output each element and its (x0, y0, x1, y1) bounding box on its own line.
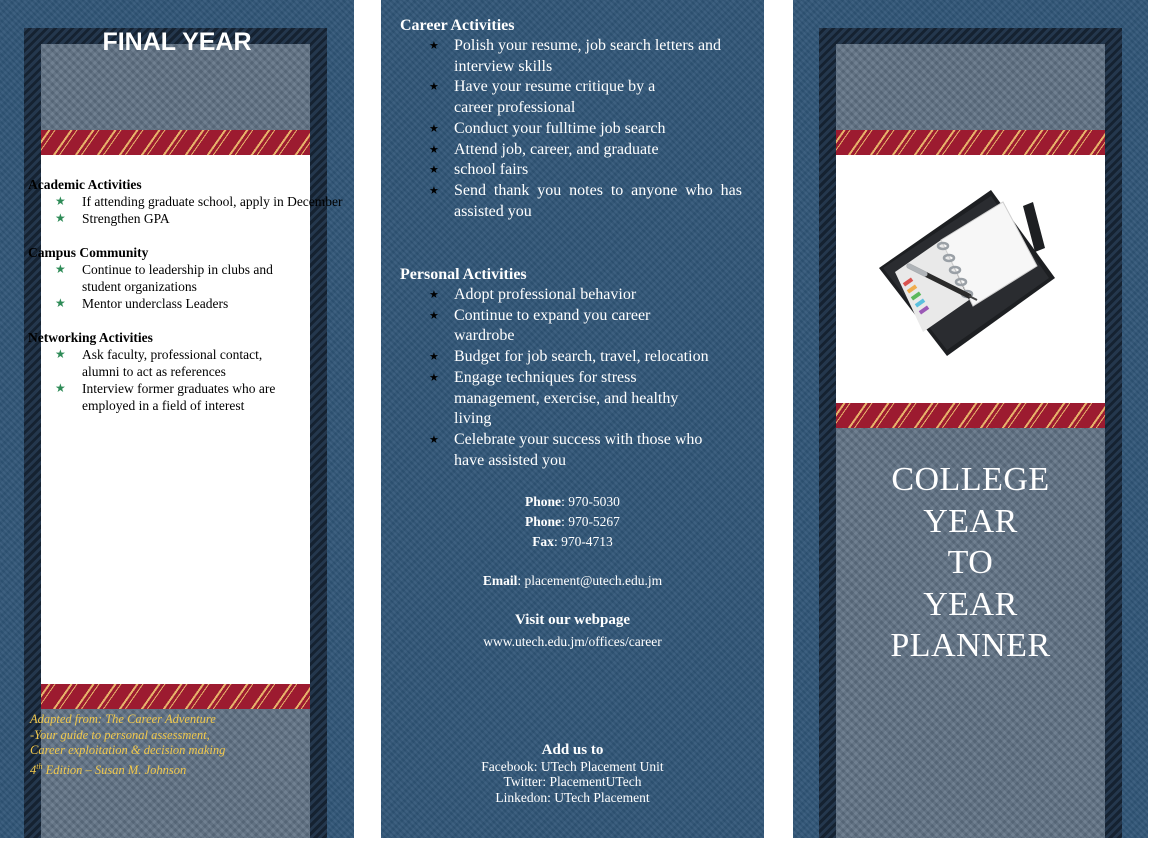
star-bullet-icon: ★ (55, 194, 66, 208)
list-item: ★ Strengthen GPA (55, 211, 170, 226)
social-links (381, 743, 764, 805)
list-item: ★ Conduct your fulltime job search (400, 119, 742, 140)
star-bullet-icon: ★ (55, 381, 66, 395)
credit-line: -Your guide to personal assessment, (30, 727, 210, 742)
bottom-stripe (836, 403, 1105, 428)
star-bullet-icon: ★ (55, 296, 66, 310)
credit-line: Adapted from: The Career Adventure (30, 712, 216, 726)
top-stripe (836, 130, 1105, 155)
star-bullet-icon: ★ (429, 81, 439, 94)
list-item: ★ Continue to expand you career wardrobe (429, 306, 651, 345)
phone-line: Phone: 970-5030 (525, 494, 620, 509)
credit-line: Career exploitation & decision making (30, 743, 226, 757)
title-line: YEAR (923, 585, 1018, 623)
star-bullet-icon: ★ (429, 164, 439, 177)
title-line: COLLEGE (891, 461, 1050, 498)
list-item: ★ Engage techniques for stress management, exercise, and healthy living (429, 368, 679, 428)
list-item: ★ If attending graduate school, apply in December (55, 194, 343, 209)
final-year-title: FINAL YEAR (102, 28, 252, 56)
list-item: ★ Attend job, career, and graduate (400, 140, 742, 161)
career-activities (400, 16, 742, 222)
list-item: ★ Have your resume critique by a career professional (429, 78, 656, 117)
social-heading: Add us to (541, 742, 604, 758)
section-heading: Academic Activities (28, 177, 142, 192)
list-item: ★ Continue to leadership in clubs and student organizations (55, 262, 273, 294)
planner-title (810, 459, 1131, 667)
phone-line: Phone: 970-5267 (525, 514, 620, 529)
web-link[interactable]: www.utech.edu.jm/offices/career (483, 634, 662, 649)
left-panel (0, 0, 354, 838)
section-heading: Career Activities (400, 17, 515, 34)
title-line: YEAR (923, 502, 1018, 540)
final-year-activities (28, 176, 346, 431)
contact-info (381, 492, 764, 652)
star-bullet-icon: ★ (429, 433, 439, 446)
star-bullet-icon: ★ (429, 40, 439, 52)
middle-panel (381, 0, 764, 838)
planner-notebook-icon (873, 188, 1073, 363)
list-item: ★ Polish your resume, job search letters and interview skills (429, 37, 722, 75)
right-frame (819, 28, 1122, 838)
list-item: ★ school fairs (400, 160, 742, 181)
list-item: ★ Budget for job search, travel, relocation (400, 347, 742, 368)
credit-line: 4th Edition – Susan M. Johnson (30, 761, 187, 777)
list-item: ★ Ask faculty, professional contact, alumni to act as references (55, 347, 263, 379)
section-heading: Personal Activities (400, 266, 527, 283)
right-panel (793, 0, 1148, 838)
personal-activities (400, 265, 742, 471)
email-line[interactable]: Email: placement@utech.edu.jm (482, 573, 663, 588)
list-item: ★ Send thank you notes to anyone who has assisted you (429, 181, 742, 220)
star-bullet-icon: ★ (55, 347, 66, 361)
bottom-stripe (41, 684, 310, 709)
source-credit (30, 712, 260, 778)
star-bullet-icon: ★ (429, 289, 439, 301)
top-stripe (41, 130, 310, 155)
facebook-link[interactable]: Facebook: UTech Placement Unit (481, 758, 664, 774)
list-item: ★ Interview former graduates who are employed in a field of interest (55, 381, 276, 413)
star-bullet-icon: ★ (429, 143, 439, 156)
section-heading: Campus Community (28, 245, 149, 260)
title-line: TO (947, 544, 994, 581)
linkedin-link[interactable]: Linkedon: UTech Placement (495, 789, 650, 805)
list-item: ★ Mentor underclass Leaders (55, 296, 229, 311)
star-bullet-icon: ★ (429, 309, 439, 322)
list-item: ★ Adopt professional behavior (400, 285, 742, 306)
fax-line: Fax: 970-4713 (532, 534, 613, 549)
title-line: PLANNER (890, 627, 1051, 664)
star-bullet-icon: ★ (429, 351, 439, 364)
section-heading: Networking Activities (28, 330, 153, 345)
star-bullet-icon: ★ (429, 184, 439, 197)
twitter-link[interactable]: Twitter: PlacementUTech (503, 774, 642, 789)
star-bullet-icon: ★ (55, 211, 66, 225)
star-bullet-icon: ★ (429, 122, 439, 135)
star-bullet-icon: ★ (55, 262, 66, 276)
list-item: ★ Celebrate your success with those who have assisted you (429, 430, 703, 469)
star-bullet-icon: ★ (429, 371, 439, 384)
web-heading: Visit our webpage (514, 612, 630, 628)
top-band (836, 44, 1105, 130)
